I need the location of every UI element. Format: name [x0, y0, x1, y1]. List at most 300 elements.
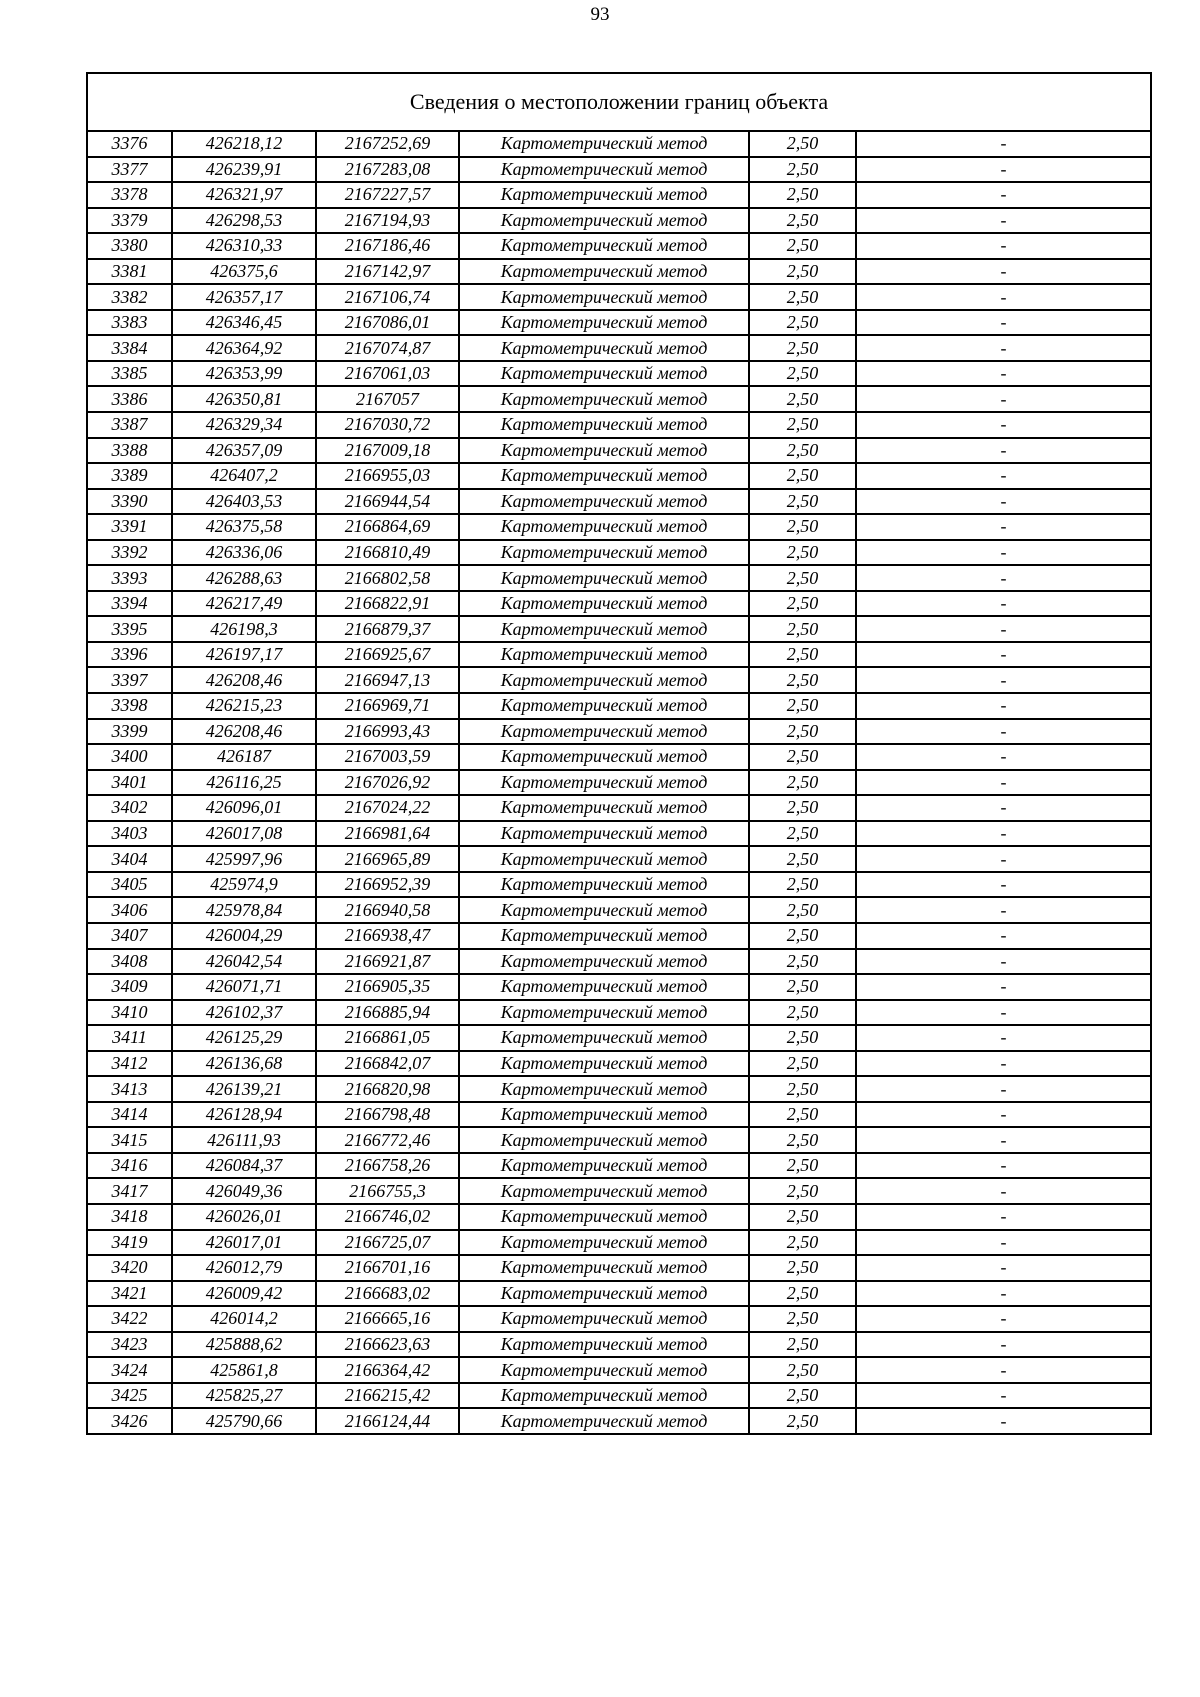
y-coordinate-cell: 2166364,42	[316, 1357, 459, 1383]
description-cell: -	[856, 540, 1151, 566]
accuracy-cell: 2,50	[749, 182, 856, 208]
accuracy-cell: 2,50	[749, 591, 856, 617]
table-row	[87, 719, 1151, 745]
method-cell: Картометрический метод	[459, 514, 749, 540]
description-cell: -	[856, 667, 1151, 693]
description-cell: -	[856, 1153, 1151, 1179]
method-cell: Картометрический метод	[459, 438, 749, 464]
x-coordinate-cell: 426004,29	[172, 923, 316, 949]
accuracy-cell: 2,50	[749, 1025, 856, 1051]
y-coordinate-cell: 2167003,59	[316, 744, 459, 770]
x-coordinate-cell: 426217,49	[172, 591, 316, 617]
x-coordinate-cell: 426403,53	[172, 489, 316, 515]
method-cell: Картометрический метод	[459, 233, 749, 259]
table-row	[87, 463, 1151, 489]
accuracy-cell: 2,50	[749, 1383, 856, 1409]
x-coordinate-cell: 426364,92	[172, 335, 316, 361]
method-cell: Картометрический метод	[459, 1306, 749, 1332]
method-cell: Картометрический метод	[459, 974, 749, 1000]
y-coordinate-cell: 2166683,02	[316, 1281, 459, 1307]
method-cell: Картометрический метод	[459, 821, 749, 847]
x-coordinate-cell: 426128,94	[172, 1102, 316, 1128]
table-row	[87, 1000, 1151, 1026]
description-cell: -	[856, 233, 1151, 259]
y-coordinate-cell: 2166944,54	[316, 489, 459, 515]
method-cell: Картометрический метод	[459, 897, 749, 923]
x-coordinate-cell: 426084,37	[172, 1153, 316, 1179]
y-coordinate-cell: 2166993,43	[316, 719, 459, 745]
method-cell: Картометрический метод	[459, 259, 749, 285]
accuracy-cell: 2,50	[749, 1357, 856, 1383]
y-coordinate-cell: 2167030,72	[316, 412, 459, 438]
y-coordinate-cell: 2167009,18	[316, 438, 459, 464]
table-row	[87, 846, 1151, 872]
method-cell: Картометрический метод	[459, 1025, 749, 1051]
y-coordinate-cell: 2166772,46	[316, 1127, 459, 1153]
method-cell: Картометрический метод	[459, 693, 749, 719]
description-cell: -	[856, 795, 1151, 821]
accuracy-cell: 2,50	[749, 412, 856, 438]
point-number-cell: 3394	[87, 591, 172, 617]
table-row	[87, 1306, 1151, 1332]
table-row	[87, 821, 1151, 847]
table-row	[87, 335, 1151, 361]
method-cell: Картометрический метод	[459, 131, 749, 157]
description-cell: -	[856, 1204, 1151, 1230]
description-cell: -	[856, 131, 1151, 157]
method-cell: Картометрический метод	[459, 284, 749, 310]
table-row	[87, 872, 1151, 898]
y-coordinate-cell: 2167057	[316, 386, 459, 412]
x-coordinate-cell: 425978,84	[172, 897, 316, 923]
method-cell: Картометрический метод	[459, 1408, 749, 1434]
y-coordinate-cell: 2166861,05	[316, 1025, 459, 1051]
table-row	[87, 974, 1151, 1000]
y-coordinate-cell: 2166758,26	[316, 1153, 459, 1179]
accuracy-cell: 2,50	[749, 1000, 856, 1026]
table-row	[87, 233, 1151, 259]
x-coordinate-cell: 426218,12	[172, 131, 316, 157]
point-number-cell: 3413	[87, 1076, 172, 1102]
method-cell: Картометрический метод	[459, 565, 749, 591]
x-coordinate-cell: 426017,08	[172, 821, 316, 847]
method-cell: Картометрический метод	[459, 463, 749, 489]
accuracy-cell: 2,50	[749, 565, 856, 591]
table-row	[87, 1153, 1151, 1179]
point-number-cell: 3422	[87, 1306, 172, 1332]
description-cell: -	[856, 923, 1151, 949]
table-row	[87, 1230, 1151, 1256]
x-coordinate-cell: 426014,2	[172, 1306, 316, 1332]
x-coordinate-cell: 426096,01	[172, 795, 316, 821]
x-coordinate-cell: 426111,93	[172, 1127, 316, 1153]
description-cell: -	[856, 1076, 1151, 1102]
accuracy-cell: 2,50	[749, 1408, 856, 1434]
point-number-cell: 3402	[87, 795, 172, 821]
point-number-cell: 3401	[87, 770, 172, 796]
x-coordinate-cell: 426198,3	[172, 616, 316, 642]
description-cell: -	[856, 208, 1151, 234]
table-title-row	[87, 73, 1151, 131]
table-row	[87, 1281, 1151, 1307]
point-number-cell: 3392	[87, 540, 172, 566]
point-number-cell: 3399	[87, 719, 172, 745]
boundary-coordinates-table	[86, 72, 1152, 1435]
description-cell: -	[856, 1383, 1151, 1409]
accuracy-cell: 2,50	[749, 1255, 856, 1281]
y-coordinate-cell: 2166810,49	[316, 540, 459, 566]
point-number-cell: 3377	[87, 157, 172, 183]
y-coordinate-cell: 2166124,44	[316, 1408, 459, 1434]
method-cell: Картометрический метод	[459, 335, 749, 361]
description-cell: -	[856, 693, 1151, 719]
accuracy-cell: 2,50	[749, 872, 856, 898]
accuracy-cell: 2,50	[749, 259, 856, 285]
accuracy-cell: 2,50	[749, 1102, 856, 1128]
description-cell: -	[856, 438, 1151, 464]
x-coordinate-cell: 426208,46	[172, 719, 316, 745]
point-number-cell: 3395	[87, 616, 172, 642]
description-cell: -	[856, 1306, 1151, 1332]
point-number-cell: 3416	[87, 1153, 172, 1179]
x-coordinate-cell: 426336,06	[172, 540, 316, 566]
description-cell: -	[856, 616, 1151, 642]
table-row	[87, 1025, 1151, 1051]
accuracy-cell: 2,50	[749, 131, 856, 157]
accuracy-cell: 2,50	[749, 1127, 856, 1153]
y-coordinate-cell: 2167074,87	[316, 335, 459, 361]
accuracy-cell: 2,50	[749, 489, 856, 515]
description-cell: -	[856, 310, 1151, 336]
x-coordinate-cell: 426353,99	[172, 361, 316, 387]
y-coordinate-cell: 2167024,22	[316, 795, 459, 821]
point-number-cell: 3397	[87, 667, 172, 693]
description-cell: -	[856, 1332, 1151, 1358]
x-coordinate-cell: 426357,17	[172, 284, 316, 310]
accuracy-cell: 2,50	[749, 1306, 856, 1332]
table-row	[87, 1178, 1151, 1204]
description-cell: -	[856, 565, 1151, 591]
point-number-cell: 3424	[87, 1357, 172, 1383]
accuracy-cell: 2,50	[749, 1281, 856, 1307]
method-cell: Картометрический метод	[459, 591, 749, 617]
accuracy-cell: 2,50	[749, 616, 856, 642]
x-coordinate-cell: 426215,23	[172, 693, 316, 719]
x-coordinate-cell: 426009,42	[172, 1281, 316, 1307]
y-coordinate-cell: 2166925,67	[316, 642, 459, 668]
description-cell: -	[856, 1000, 1151, 1026]
accuracy-cell: 2,50	[749, 795, 856, 821]
accuracy-cell: 2,50	[749, 310, 856, 336]
method-cell: Картометрический метод	[459, 846, 749, 872]
x-coordinate-cell: 426116,25	[172, 770, 316, 796]
x-coordinate-cell: 425888,62	[172, 1332, 316, 1358]
description-cell: -	[856, 1255, 1151, 1281]
point-number-cell: 3421	[87, 1281, 172, 1307]
description-cell: -	[856, 897, 1151, 923]
point-number-cell: 3381	[87, 259, 172, 285]
method-cell: Картометрический метод	[459, 1153, 749, 1179]
point-number-cell: 3420	[87, 1255, 172, 1281]
point-number-cell: 3398	[87, 693, 172, 719]
point-number-cell: 3382	[87, 284, 172, 310]
table-row	[87, 1204, 1151, 1230]
point-number-cell: 3383	[87, 310, 172, 336]
point-number-cell: 3403	[87, 821, 172, 847]
accuracy-cell: 2,50	[749, 157, 856, 183]
accuracy-cell: 2,50	[749, 642, 856, 668]
y-coordinate-cell: 2167142,97	[316, 259, 459, 285]
y-coordinate-cell: 2166798,48	[316, 1102, 459, 1128]
method-cell: Картометрический метод	[459, 310, 749, 336]
x-coordinate-cell: 426187	[172, 744, 316, 770]
table-row	[87, 131, 1151, 157]
point-number-cell: 3396	[87, 642, 172, 668]
description-cell: -	[856, 642, 1151, 668]
point-number-cell: 3408	[87, 949, 172, 975]
method-cell: Картометрический метод	[459, 795, 749, 821]
accuracy-cell: 2,50	[749, 949, 856, 975]
method-cell: Картометрический метод	[459, 949, 749, 975]
y-coordinate-cell: 2166822,91	[316, 591, 459, 617]
point-number-cell: 3409	[87, 974, 172, 1000]
x-coordinate-cell: 426012,79	[172, 1255, 316, 1281]
method-cell: Картометрический метод	[459, 923, 749, 949]
method-cell: Картометрический метод	[459, 1230, 749, 1256]
table-row	[87, 182, 1151, 208]
x-coordinate-cell: 426357,09	[172, 438, 316, 464]
x-coordinate-cell: 426026,01	[172, 1204, 316, 1230]
y-coordinate-cell: 2166842,07	[316, 1051, 459, 1077]
x-coordinate-cell: 425825,27	[172, 1383, 316, 1409]
accuracy-cell: 2,50	[749, 923, 856, 949]
table-title: Сведения о местоположении границ объекта	[87, 73, 1151, 131]
y-coordinate-cell: 2166746,02	[316, 1204, 459, 1230]
table-row	[87, 540, 1151, 566]
y-coordinate-cell: 2166879,37	[316, 616, 459, 642]
x-coordinate-cell: 426350,81	[172, 386, 316, 412]
point-number-cell: 3400	[87, 744, 172, 770]
table-row	[87, 795, 1151, 821]
method-cell: Картометрический метод	[459, 1357, 749, 1383]
accuracy-cell: 2,50	[749, 233, 856, 259]
x-coordinate-cell: 426102,37	[172, 1000, 316, 1026]
method-cell: Картометрический метод	[459, 1000, 749, 1026]
table-row	[87, 616, 1151, 642]
accuracy-cell: 2,50	[749, 1204, 856, 1230]
method-cell: Картометрический метод	[459, 872, 749, 898]
method-cell: Картометрический метод	[459, 642, 749, 668]
description-cell: -	[856, 846, 1151, 872]
y-coordinate-cell: 2166955,03	[316, 463, 459, 489]
method-cell: Картометрический метод	[459, 744, 749, 770]
method-cell: Картометрический метод	[459, 1127, 749, 1153]
method-cell: Картометрический метод	[459, 540, 749, 566]
table-row	[87, 489, 1151, 515]
description-cell: -	[856, 1025, 1151, 1051]
table-row	[87, 1408, 1151, 1434]
point-number-cell: 3423	[87, 1332, 172, 1358]
description-cell: -	[856, 284, 1151, 310]
method-cell: Картометрический метод	[459, 489, 749, 515]
y-coordinate-cell: 2166947,13	[316, 667, 459, 693]
y-coordinate-cell: 2167026,92	[316, 770, 459, 796]
point-number-cell: 3376	[87, 131, 172, 157]
accuracy-cell: 2,50	[749, 770, 856, 796]
x-coordinate-cell: 426125,29	[172, 1025, 316, 1051]
point-number-cell: 3378	[87, 182, 172, 208]
method-cell: Картометрический метод	[459, 1383, 749, 1409]
accuracy-cell: 2,50	[749, 719, 856, 745]
x-coordinate-cell: 426049,36	[172, 1178, 316, 1204]
point-number-cell: 3384	[87, 335, 172, 361]
x-coordinate-cell: 425974,9	[172, 872, 316, 898]
x-coordinate-cell: 426321,97	[172, 182, 316, 208]
table-row	[87, 1255, 1151, 1281]
table-row	[87, 923, 1151, 949]
table-row	[87, 386, 1151, 412]
accuracy-cell: 2,50	[749, 540, 856, 566]
method-cell: Картометрический метод	[459, 616, 749, 642]
table-body	[87, 73, 1151, 1434]
table-row	[87, 438, 1151, 464]
y-coordinate-cell: 2166802,58	[316, 565, 459, 591]
x-coordinate-cell: 426407,2	[172, 463, 316, 489]
x-coordinate-cell: 426042,54	[172, 949, 316, 975]
accuracy-cell: 2,50	[749, 284, 856, 310]
accuracy-cell: 2,50	[749, 361, 856, 387]
point-number-cell: 3426	[87, 1408, 172, 1434]
accuracy-cell: 2,50	[749, 386, 856, 412]
description-cell: -	[856, 974, 1151, 1000]
point-number-cell: 3414	[87, 1102, 172, 1128]
description-cell: -	[856, 1051, 1151, 1077]
point-number-cell: 3379	[87, 208, 172, 234]
y-coordinate-cell: 2166905,35	[316, 974, 459, 1000]
table-row	[87, 412, 1151, 438]
table-row	[87, 514, 1151, 540]
method-cell: Картометрический метод	[459, 1102, 749, 1128]
y-coordinate-cell: 2166969,71	[316, 693, 459, 719]
description-cell: -	[856, 770, 1151, 796]
table-row	[87, 949, 1151, 975]
x-coordinate-cell: 426346,45	[172, 310, 316, 336]
x-coordinate-cell: 426017,01	[172, 1230, 316, 1256]
table-row	[87, 1332, 1151, 1358]
method-cell: Картометрический метод	[459, 1204, 749, 1230]
method-cell: Картометрический метод	[459, 667, 749, 693]
accuracy-cell: 2,50	[749, 438, 856, 464]
description-cell: -	[856, 1178, 1151, 1204]
x-coordinate-cell: 425790,66	[172, 1408, 316, 1434]
x-coordinate-cell: 426288,63	[172, 565, 316, 591]
x-coordinate-cell: 426071,71	[172, 974, 316, 1000]
method-cell: Картометрический метод	[459, 1332, 749, 1358]
y-coordinate-cell: 2166701,16	[316, 1255, 459, 1281]
accuracy-cell: 2,50	[749, 1332, 856, 1358]
y-coordinate-cell: 2167283,08	[316, 157, 459, 183]
y-coordinate-cell: 2166885,94	[316, 1000, 459, 1026]
description-cell: -	[856, 872, 1151, 898]
description-cell: -	[856, 463, 1151, 489]
description-cell: -	[856, 949, 1151, 975]
table-row	[87, 744, 1151, 770]
accuracy-cell: 2,50	[749, 846, 856, 872]
point-number-cell: 3404	[87, 846, 172, 872]
description-cell: -	[856, 591, 1151, 617]
y-coordinate-cell: 2166981,64	[316, 821, 459, 847]
x-coordinate-cell: 426197,17	[172, 642, 316, 668]
description-cell: -	[856, 1408, 1151, 1434]
accuracy-cell: 2,50	[749, 667, 856, 693]
table-row	[87, 1051, 1151, 1077]
x-coordinate-cell: 426139,21	[172, 1076, 316, 1102]
description-cell: -	[856, 489, 1151, 515]
x-coordinate-cell: 426310,33	[172, 233, 316, 259]
method-cell: Картометрический метод	[459, 1051, 749, 1077]
point-number-cell: 3380	[87, 233, 172, 259]
y-coordinate-cell: 2166965,89	[316, 846, 459, 872]
table-row	[87, 1127, 1151, 1153]
y-coordinate-cell: 2166921,87	[316, 949, 459, 975]
point-number-cell: 3391	[87, 514, 172, 540]
table-row	[87, 897, 1151, 923]
point-number-cell: 3407	[87, 923, 172, 949]
description-cell: -	[856, 1127, 1151, 1153]
x-coordinate-cell: 426298,53	[172, 208, 316, 234]
x-coordinate-cell: 425997,96	[172, 846, 316, 872]
description-cell: -	[856, 1357, 1151, 1383]
point-number-cell: 3425	[87, 1383, 172, 1409]
x-coordinate-cell: 426208,46	[172, 667, 316, 693]
y-coordinate-cell: 2166725,07	[316, 1230, 459, 1256]
point-number-cell: 3389	[87, 463, 172, 489]
method-cell: Картометрический метод	[459, 770, 749, 796]
page-number: 93	[590, 4, 610, 25]
point-number-cell: 3406	[87, 897, 172, 923]
accuracy-cell: 2,50	[749, 1051, 856, 1077]
description-cell: -	[856, 259, 1151, 285]
accuracy-cell: 2,50	[749, 897, 856, 923]
point-number-cell: 3412	[87, 1051, 172, 1077]
table-row	[87, 1383, 1151, 1409]
method-cell: Картометрический метод	[459, 719, 749, 745]
y-coordinate-cell: 2166938,47	[316, 923, 459, 949]
point-number-cell: 3386	[87, 386, 172, 412]
x-coordinate-cell: 425861,8	[172, 1357, 316, 1383]
y-coordinate-cell: 2166952,39	[316, 872, 459, 898]
y-coordinate-cell: 2166864,69	[316, 514, 459, 540]
y-coordinate-cell: 2167086,01	[316, 310, 459, 336]
x-coordinate-cell: 426136,68	[172, 1051, 316, 1077]
description-cell: -	[856, 514, 1151, 540]
y-coordinate-cell: 2167194,93	[316, 208, 459, 234]
description-cell: -	[856, 744, 1151, 770]
table-row	[87, 1102, 1151, 1128]
y-coordinate-cell: 2167252,69	[316, 131, 459, 157]
description-cell: -	[856, 157, 1151, 183]
method-cell: Картометрический метод	[459, 386, 749, 412]
method-cell: Картометрический метод	[459, 1178, 749, 1204]
table-row	[87, 208, 1151, 234]
x-coordinate-cell: 426329,34	[172, 412, 316, 438]
accuracy-cell: 2,50	[749, 693, 856, 719]
point-number-cell: 3415	[87, 1127, 172, 1153]
table-row	[87, 1076, 1151, 1102]
accuracy-cell: 2,50	[749, 335, 856, 361]
method-cell: Картометрический метод	[459, 157, 749, 183]
point-number-cell: 3405	[87, 872, 172, 898]
